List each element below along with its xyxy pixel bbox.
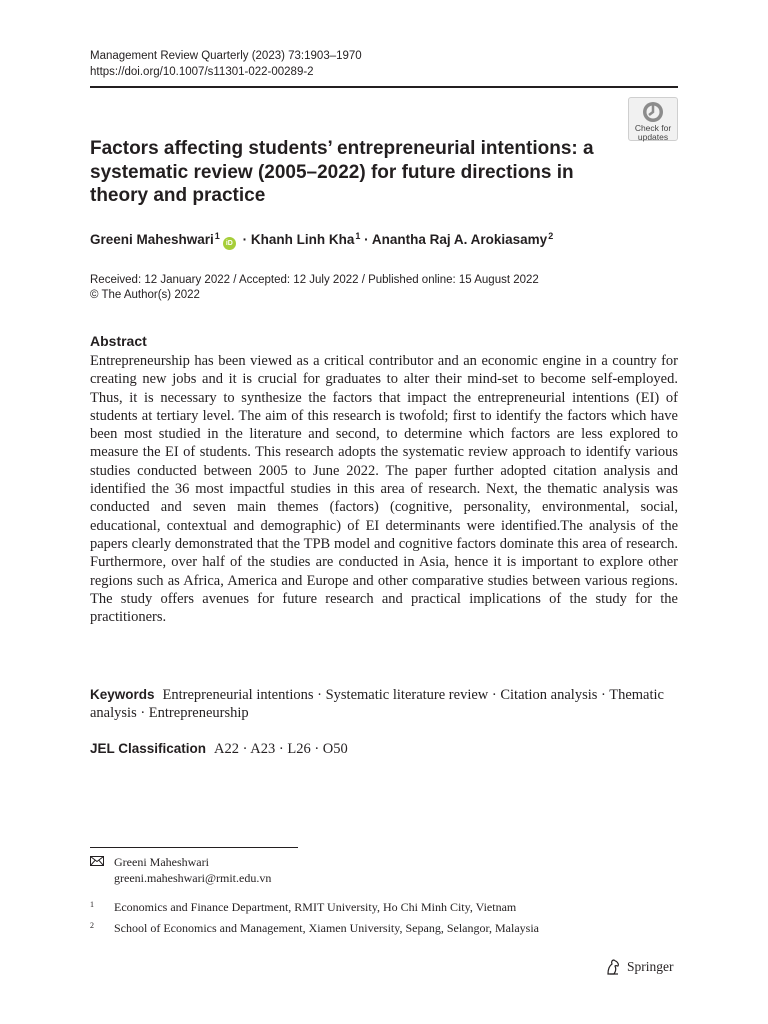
publication-dates [90, 273, 539, 303]
author-list [90, 231, 553, 250]
footnote-rule [90, 847, 298, 848]
springer-horse-icon [604, 958, 622, 976]
doi-link[interactable]: https://doi.org/10.1007/s11301-022-00289-2 [90, 66, 314, 78]
jel-classification [90, 741, 348, 758]
envelope-icon [90, 856, 104, 866]
publisher-name: Springer [627, 959, 674, 974]
orcid-icon[interactable]: iD [223, 237, 236, 250]
affiliation-marker: 1 [355, 231, 361, 241]
publisher-logo [604, 958, 674, 976]
paper-title: Factors affecting students’ entrepreneurial intentions: a systematic review (2005–2022) for future directions in theory and practice [90, 138, 594, 206]
affiliation-1 [90, 897, 516, 915]
journal-header [90, 48, 362, 80]
keywords-section [90, 686, 678, 722]
affiliation-text: School of Economics and Management, Xiamen University, Sepang, Selangor, Malaysia [114, 921, 539, 935]
author-name[interactable]: Khanh Linh Kha [250, 232, 355, 247]
check-for-updates-icon [642, 101, 664, 123]
jel-label: JEL Classification [90, 741, 207, 756]
keywords-label: Keywords [90, 687, 155, 702]
corresponding-author-email[interactable]: greeni.maheshwari@rmit.edu.vn [114, 871, 272, 885]
jel-codes: A22 · A23 · L26 · O50 [214, 741, 348, 757]
header-rule [90, 86, 678, 88]
check-for-updates-badge[interactable] [628, 97, 678, 141]
author-name[interactable]: Anantha Raj A. Arokiasamy [371, 232, 548, 247]
check-for-updates-label: Check for updates [634, 123, 672, 142]
abstract-body: Entrepreneurship has been viewed as a critical contributor and an economic engine in a country for creating new jobs and it is crucial for graduates to alter their mind-set to become self-employed. Thus, it is necessary to synthesize the factors that impact the entrepreneurial intentions (EI) of students at tertiary level. The aim of this research is twofold; first to identify the factors which have been most studied in the literature and second, to determine which factors are less explored to measure the EI of students. This research adopts the systematic review approach to identify various studies conducted between 2005 to June 2022. The paper further adopted citation analysis and identified the 36 most impactful studies in this area of research. Next, the thematic analysis was conducted and seven main themes (factors) (cognitive, personality, environmental, social, educational, contextual and demographic) of EI determinants were identified.The analysis of the papers clearly demonstrated that the TPB model and cognitive factors dominate this area of research. Furthermore, over half of the studies are conducted in Asia, hence it is important to explore other regions such as Africa, America and Europe and other comparative studies between various regions. The study offers avenues for future research and practical implications of the study for the practitioners. [90, 353, 678, 626]
affiliation-2 [90, 918, 539, 936]
abstract-heading: Abstract [90, 333, 147, 349]
affiliation-text: Economics and Finance Department, RMIT University, Ho Chi Minh City, Vietnam [114, 900, 517, 914]
affiliation-marker: 2 [548, 231, 554, 241]
affiliation-number: 1 [90, 900, 94, 909]
author-name[interactable]: Greeni Maheshwari [90, 232, 214, 247]
affiliation-number: 2 [90, 921, 94, 930]
copyright-line: © The Author(s) 2022 [90, 289, 200, 301]
author-separator: · [242, 232, 248, 247]
author-separator: · [364, 232, 369, 247]
affiliation-marker: 1 [214, 231, 220, 241]
keywords-text: Entrepreneurial intentions · Systematic literature review · Citation analysis · Thematic analysis · Entrepreneurship [90, 687, 664, 721]
corresponding-author-name: Greeni Maheshwari [114, 855, 209, 869]
journal-citation: Management Review Quarterly (2023) 73:1903–1970 [90, 50, 362, 62]
corresponding-author [90, 854, 271, 886]
history-dates: Received: 12 January 2022 / Accepted: 12 July 2022 / Published online: 15 August 2022 [90, 274, 539, 286]
